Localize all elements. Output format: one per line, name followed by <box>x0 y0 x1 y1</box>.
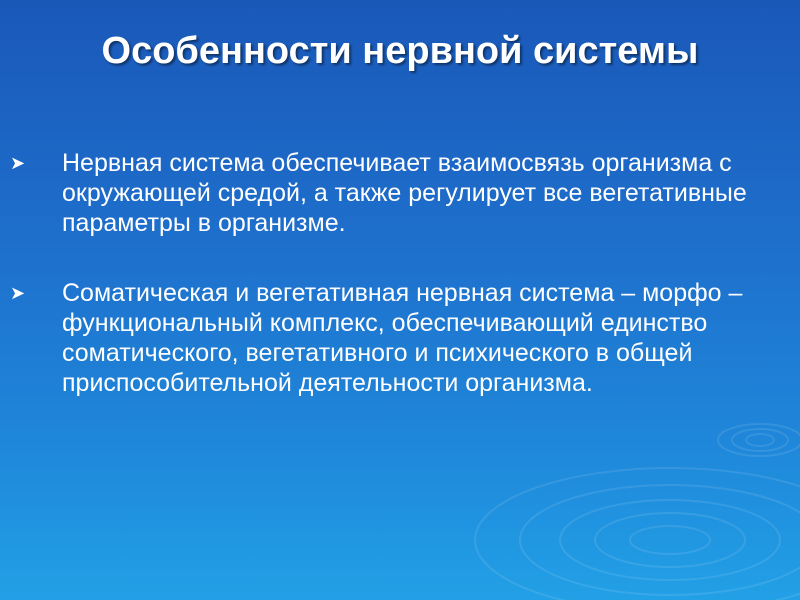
bullet-item <box>10 148 780 238</box>
slide-title: Особенности нервной системы <box>101 30 699 72</box>
bullet-list <box>10 148 780 398</box>
arrow-bullet-icon: ➤ <box>10 153 26 173</box>
bullet-item <box>10 278 780 398</box>
bullet-text: Нервная система обеспечивает взаимосвязь организма с окружающей средой, а также регулирует все вегетативные параметры в организме. <box>62 149 747 237</box>
arrow-bullet-icon: ➤ <box>10 283 26 303</box>
bullet-text: Соматическая и вегетативная нервная система – морфо – функциональный комплекс, обеспечивающий единство соматического, вегетативного и психического в общей приспособительной деятельности организма. <box>62 279 743 397</box>
